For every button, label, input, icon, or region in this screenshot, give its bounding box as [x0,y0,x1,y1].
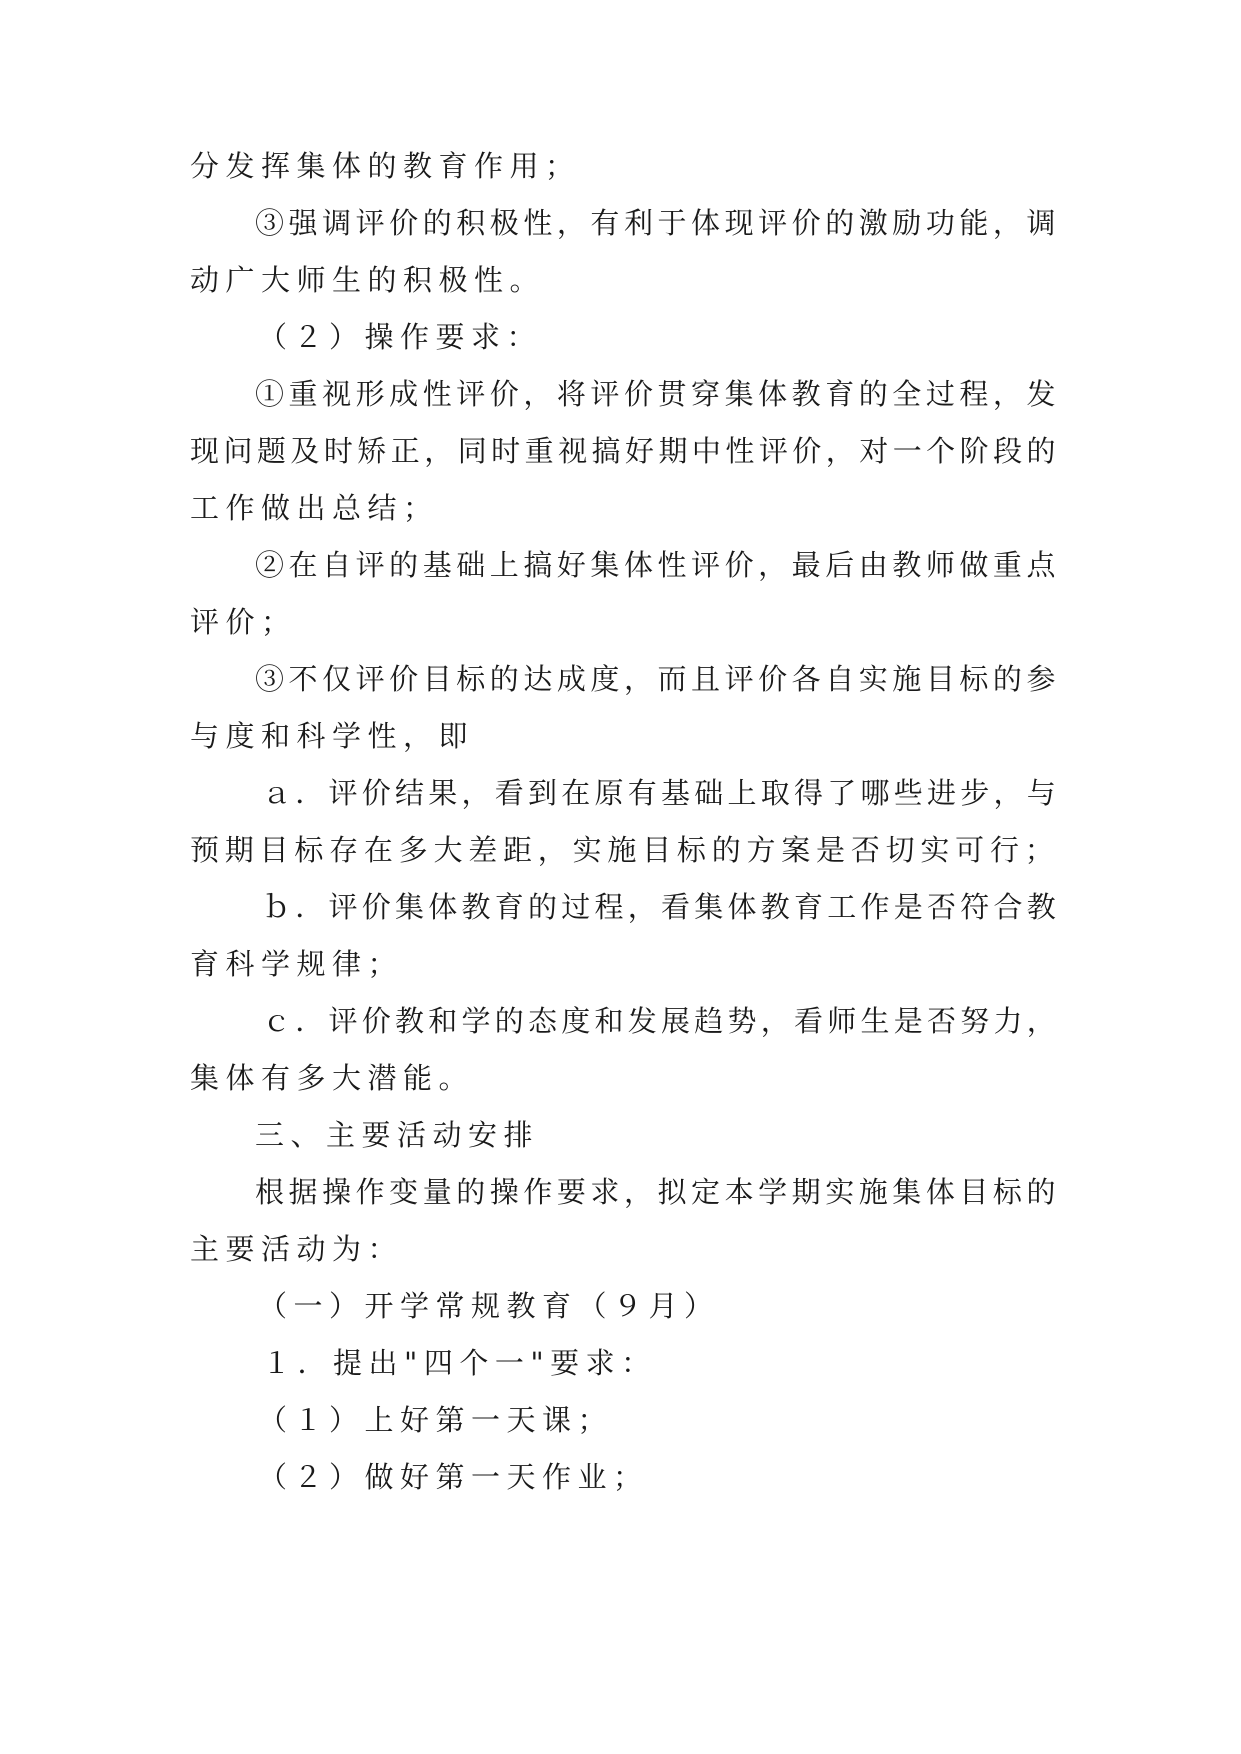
text-line-24: （２）做好第一天作业； [258,1460,649,1494]
text-line-7: 工作做出总结； [190,491,439,525]
text-line-14: ｂ．评价集体教育的过程，看集体教育工作是否符合教 [262,890,1061,924]
text-line-8: ②在自评的基础上搞好集体性评价，最后由教师做重点 [255,548,1061,582]
text-line-9: 评价； [190,605,297,639]
text-line-4: （２）操作要求： [258,320,543,354]
text-line-11: 与度和科学性，即 [190,719,475,753]
text-line-2: ③强调评价的积极性，有利于体现评价的激励功能，调 [255,206,1061,240]
text-line-10: ③不仅评价目标的达成度，而且评价各自实施目标的参 [255,662,1061,696]
text-line-15: 育科学规律； [190,947,404,981]
text-line-22: １．提出"四个一"要求： [262,1346,657,1380]
text-line-1: 分发挥集体的教育作用； [190,149,581,183]
text-line-3: 动广大师生的积极性。 [190,263,546,297]
text-line-19: 根据操作变量的操作要求，拟定本学期实施集体目标的 [255,1175,1061,1209]
text-line-23: （１）上好第一天课； [258,1403,614,1437]
subsection-heading: （一）开学常规教育（９月） [258,1289,720,1323]
text-line-16: ｃ．评价教和学的态度和发展趋势，看师生是否努力， [262,1004,1061,1038]
text-line-17: 集体有多大潜能。 [190,1061,475,1095]
text-line-5: ①重视形成性评价，将评价贯穿集体教育的全过程，发 [255,377,1061,411]
text-line-6: 现问题及时矫正，同时重视搞好期中性评价，对一个阶段的 [190,434,1061,468]
text-line-13: 预期目标存在多大差距，实施目标的方案是否切实可行； [190,833,1060,867]
text-line-12: ａ．评价结果，看到在原有基础上取得了哪些进步，与 [262,776,1061,810]
text-line-20: 主要活动为： [190,1232,404,1266]
section-heading: 三、主要活动安排 [255,1118,540,1152]
